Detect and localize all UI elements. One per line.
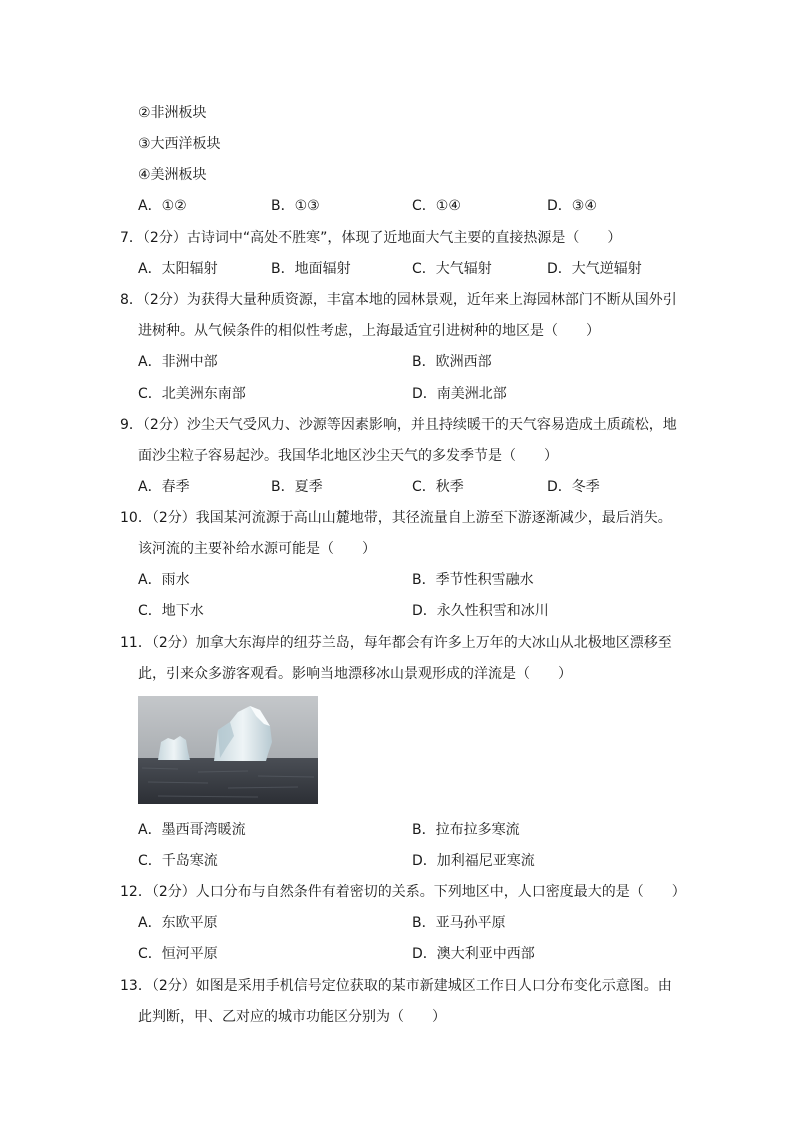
q11-option-a: A．墨西哥湾暖流 [138, 822, 246, 838]
q11-stem-line2: 此，引来众多游客观看。影响当地漂移冰山景观形成的洋流是（ ） [138, 666, 572, 682]
q10-stem-line2: 该河流的主要补给水源可能是（ ） [138, 541, 376, 557]
q9-stem-line2: 面沙尘粒子容易起沙。我国华北地区沙尘天气的多发季节是（ ） [138, 448, 558, 464]
q13-stem-line2: 此判断，甲、乙对应的城市功能区分别为（ ） [138, 1009, 446, 1025]
q8-option-a: A．非洲中部 [138, 354, 218, 370]
q11-option-b: B．拉布拉多寒流 [412, 822, 520, 838]
q6-option-a: A．①② [138, 198, 187, 214]
q6-option-d: D．③④ [547, 198, 597, 214]
q6-option-c: C．①④ [412, 198, 461, 214]
q12-option-a: A．东欧平原 [138, 915, 218, 931]
q10-option-d: D．永久性积雪和冰川 [412, 603, 549, 619]
q7-stem: 7．（2分）古诗词中“高处不胜寒”，体现了近地面大气主要的直接热源是（ ） [120, 230, 622, 246]
q12-stem: 12．（2分）人口分布与自然条件有着密切的关系。下列地区中，人口密度最大的是（ ） [120, 884, 686, 900]
q7-option-b: B．地面辐射 [271, 261, 351, 277]
q11-option-c: C．千岛寒流 [138, 853, 218, 869]
q7-option-d: D．大气逆辐射 [547, 261, 642, 277]
q8-option-d: D．南美洲北部 [412, 386, 507, 402]
q10-option-c: C．地下水 [138, 603, 204, 619]
q6-option-b: B．①③ [271, 198, 320, 214]
q12-option-b: B．亚马孙平原 [412, 915, 506, 931]
q12-option-c: C．恒河平原 [138, 946, 218, 962]
q8-option-b: B．欧洲西部 [412, 354, 492, 370]
q9-option-d: D．冬季 [547, 479, 600, 495]
answer-item-4: ④美洲板块 [138, 167, 207, 183]
q7-option-a: A．太阳辐射 [138, 261, 218, 277]
q9-option-c: C．秋季 [412, 479, 464, 495]
iceberg-photo [138, 696, 318, 804]
q13-stem-line1: 13．（2分）如图是采用手机信号定位获取的某市新建城区工作日人口分布变化示意图。由 [120, 978, 672, 994]
q9-option-a: A．春季 [138, 479, 190, 495]
q8-stem-line2: 进树种。从气候条件的相似性考虑，上海最适宜引进树种的地区是（ ） [138, 323, 600, 339]
q9-option-b: B．夏季 [271, 479, 323, 495]
q8-option-c: C．北美洲东南部 [138, 386, 246, 402]
q11-stem-line1: 11．（2分）加拿大东海岸的纽芬兰岛，每年都会有许多上万年的大冰山从北极地区漂移至 [120, 635, 672, 651]
q8-stem-line1: 8．（2分）为获得大量种质资源，丰富本地的园林景观，近年来上海园林部门不断从国外引 [120, 292, 677, 308]
q10-option-a: A．雨水 [138, 572, 190, 588]
q11-option-d: D．加利福尼亚寒流 [412, 853, 535, 869]
q12-option-d: D．澳大利亚中西部 [412, 946, 535, 962]
q10-option-b: B．季节性积雪融水 [412, 572, 534, 588]
q9-stem-line1: 9．（2分）沙尘天气受风力、沙源等因素影响，并且持续暖干的天气容易造成土质疏松，地 [120, 417, 677, 433]
q7-option-c: C．大气辐射 [412, 261, 492, 277]
answer-item-3: ③大西洋板块 [138, 136, 221, 152]
q10-stem-line1: 10．（2分）我国某河流源于高山山麓地带，其径流量自上游至下游逐渐减少，最后消失。 [120, 510, 672, 526]
answer-item-2: ②非洲板块 [138, 105, 207, 121]
